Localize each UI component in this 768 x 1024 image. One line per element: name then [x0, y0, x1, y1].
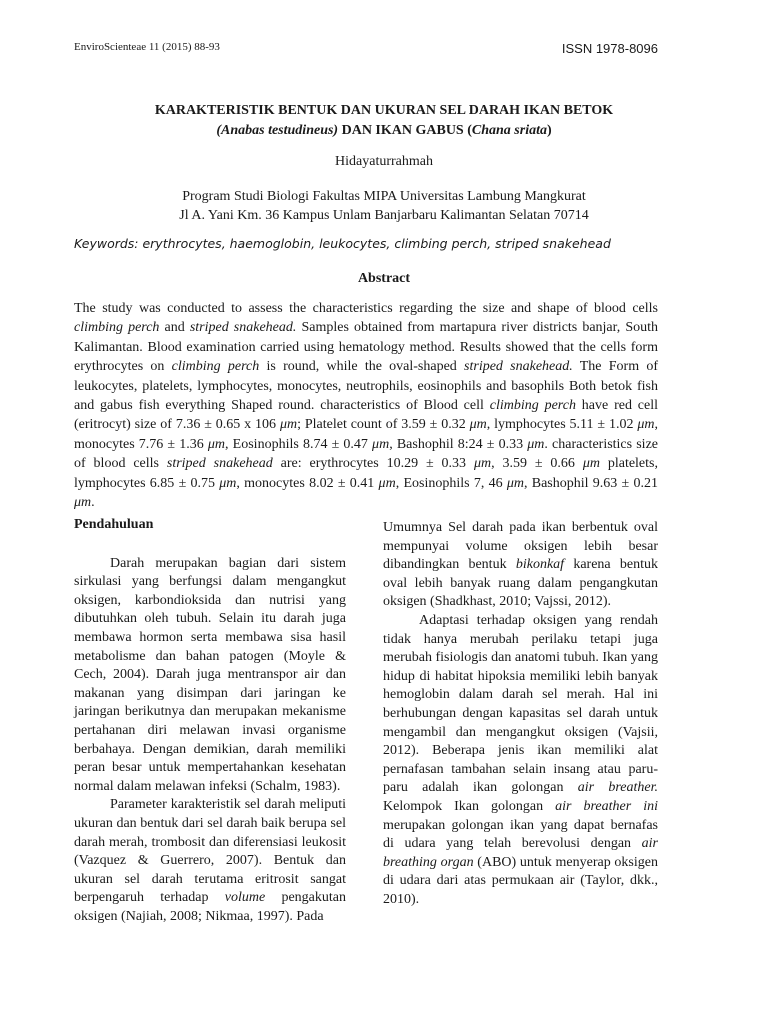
- abs-text: Samples obtained from martapura river districts banjar, South Kalimantan. Blood examination carried using hematology method. Results showed that the cells form erythrocytes on: [74, 320, 658, 375]
- title-mid: DAN IKAN GABUS (: [338, 123, 472, 138]
- affiliation-line-1: Program Studi Biologi Fakultas MIPA Universitas Lambung Mangkurat: [182, 189, 586, 204]
- title-line-1: KARAKTERISTIK BENTUK DAN UKURAN SEL DARAH IKAN BETOK: [154, 103, 614, 118]
- issn-number: ISSN 1978-8096: [561, 41, 658, 56]
- abs-text: .: [91, 495, 95, 511]
- abs-italic: climbing perch: [74, 320, 160, 336]
- intro-paragraph-2: [74, 796, 346, 926]
- species-name-1: (Anabas testudineus): [216, 123, 339, 138]
- abs-text: The study was conducted to assess the characteristics regarding the size and shape of blood cells: [74, 301, 658, 316]
- para-italic: air breather ini: [555, 798, 658, 814]
- right-column: [383, 519, 658, 909]
- abs-italic: striped snakehead.: [464, 359, 573, 375]
- left-column: [74, 516, 346, 926]
- abs-text: The Form of leukocytes, platelets, lymphocytes, monocytes, neutrophils, eosinophils and basophils Both betok fish and gabus fish everything Shaped round. characteristics of Blood cell: [74, 359, 658, 414]
- abs-italic: climbing perch: [171, 359, 260, 375]
- affiliation: [0, 187, 768, 225]
- abs-unit: μm: [469, 417, 487, 433]
- abs-italic: climbing perch: [489, 398, 576, 414]
- species-name-2: Chana sriata: [471, 123, 547, 138]
- abs-text: , monocytes 8.02 ± 0.41: [236, 475, 379, 491]
- abs-text: is round, while the oval-shaped: [259, 359, 465, 375]
- abs-unit: μm: [219, 475, 237, 491]
- abs-text: . characteristics size of blood cells: [74, 436, 658, 472]
- abs-unit: μm: [582, 456, 600, 472]
- paper-title: [0, 101, 768, 141]
- abs-unit: μm: [473, 456, 492, 472]
- para-text: karena bentuk oval lebih banyak ruang dalam pengangkutan oksigen (Shadkhast, 2010; Vajssi, 2012).: [383, 557, 658, 610]
- abs-text: ; Platelet count of 3.59 ± 0.32: [297, 417, 470, 433]
- title-end: ): [546, 123, 552, 138]
- right-paragraph-1: [383, 519, 658, 612]
- title-line-2: [0, 121, 768, 141]
- abs-italic: striped snakehead.: [189, 320, 297, 336]
- abs-unit: μm: [527, 436, 545, 452]
- abs-text: , Bashophil 9.63 ± 0.21: [523, 475, 658, 491]
- abs-text: platelets, lymphocytes 6.85 ± 0.75: [74, 456, 658, 491]
- para-text: (ABO) untuk menyerap oksigen di udara dari atas permukaan air (Taylor, dkk., 2010).: [383, 854, 658, 907]
- keywords: Keywords: erythrocytes, haemoglobin, leukocytes, climbing perch, striped snakehead: [74, 236, 611, 251]
- para-italic: bikonkaf: [515, 557, 565, 573]
- para-italic: air breather.: [577, 780, 658, 796]
- affiliation-line-2: Jl A. Yani Km. 36 Kampus Unlam Banjarbaru Kalimantan Selatan 70714: [179, 208, 589, 223]
- para-text: pengakutan oksigen (Najiah, 2008; Nikmaa, 1997). Pada: [74, 890, 346, 924]
- abs-text: are: erythrocytes 10.29 ± 0.33: [272, 456, 474, 472]
- abs-text: , 3.59 ± 0.66: [491, 456, 583, 472]
- abs-text: have red cell (eritrocyt) size of 7.36 ± 0.65 x 106: [74, 398, 659, 433]
- journal-citation: EnviroScienteae 11 (2015) 88-93: [74, 41, 220, 53]
- abs-text: and: [159, 320, 190, 336]
- para-text: Adaptasi terhadap oksigen yang rendah tidak hanya merubah perilaku tetapi juga merubah fisiologis dan anatomi tubuh. Ikan yang hidup di habitat hipoksia memiliki lebih banyak hemoglobin dalam darah sel merah. Hal ini berhubungan dengan kapasitas sel darah untuk mengambil dan mengangkut oksigen (Vajsii, 2012). Beberapa jenis ikan memiliki alat pernafasan tambahan selain insang atau paru- paru adalah ikan golongan: [383, 612, 658, 796]
- abstract-paragraph: [74, 299, 658, 512]
- section-heading-pendahuluan: Pendahuluan: [74, 517, 154, 532]
- abs-italic: striped snakehead: [166, 456, 273, 472]
- abstract-body: [74, 299, 658, 512]
- abs-unit: μm: [637, 417, 655, 433]
- abs-text: , Eosinophils 7, 46: [395, 475, 507, 491]
- author-name: Hidayaturrahmah: [335, 154, 433, 169]
- para-text: merupakan golongan ikan yang dapat bernafas di udara yang telah berevolusi dengan: [383, 817, 658, 852]
- abs-unit: μm: [378, 475, 396, 491]
- para-text: Parameter karakteristik sel darah meliputi ukuran dan bentuk dari sel darah baik berupa sel darah merah, trombosit dan diferensiasi leukosit (Vazquez & Guerrero, 2007). Bentuk dan ukuran sel darah terutama eritrosit sangat berpengaruh terhadap: [74, 797, 346, 906]
- abs-text: , lymphocytes 5.11 ± 1.02: [486, 417, 638, 433]
- para-italic: air breathing organ: [383, 836, 658, 870]
- abs-unit: μm: [372, 436, 390, 452]
- para-italic: volume: [224, 890, 266, 906]
- abs-text: , Bashophil 8:24 ± 0.33: [389, 436, 528, 452]
- abstract-heading: Abstract: [357, 271, 411, 286]
- para-text: Kelompok Ikan golongan: [383, 798, 556, 814]
- abs-unit: μm: [207, 436, 226, 452]
- abs-unit: μm: [74, 495, 92, 511]
- intro-paragraph-1: Darah merupakan bagian dari sistem sirkulasi yang berfungsi dalam mengangkut oksigen, karbondioksida dan nutrisi yang dibutuhkan oleh tubuh. Selain itu darah juga membawa hormon serta membawa sisa hasil metabolisme dan bahan patogen (Moyle & Cech, 2004). Darah juga mentranspor air dan makanan yang disimpan dari jaringan ke jaringan berikutnya dan merupakan mekanisme pertahanan diri melawan invasi organisme berbahaya. Dengan demikian, darah memiliki peran besar untuk mempertahankan kesehatan normal dalam melawan infeksi (Schalm, 1983).: [74, 555, 346, 794]
- abs-unit: μm: [279, 417, 298, 433]
- abs-unit: μm: [506, 475, 524, 491]
- abs-text: , Eosinophils 8.74 ± 0.47: [225, 436, 373, 452]
- abs-text: , monocytes 7.76 ± 1.36: [74, 417, 659, 452]
- para-text: Umumnya Sel darah pada ikan berbentuk oval mempunyai volume oksigen lebih besar dibandingkan bentuk: [383, 520, 658, 573]
- right-paragraph-2: [383, 612, 658, 910]
